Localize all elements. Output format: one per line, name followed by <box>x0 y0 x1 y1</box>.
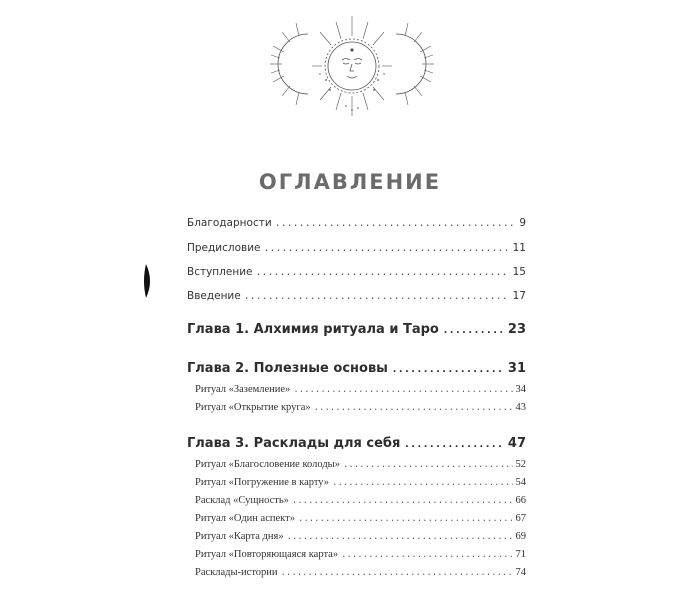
sun-face-icon <box>312 16 392 116</box>
toc-subentry <box>195 477 526 488</box>
toc-entry-title: Введение <box>187 290 241 302</box>
toc-subentry-title: Ритуал «Погружение в карту» <box>195 477 330 488</box>
toc-entry-acknowledgements <box>187 217 526 230</box>
toc-entry-title: Предисловие <box>187 242 261 254</box>
dot-leader <box>264 244 510 255</box>
dot-leader <box>287 532 513 542</box>
toc-chapter-page: 31 <box>507 361 526 376</box>
toc-entry-page: 15 <box>512 266 526 278</box>
dot-leader <box>442 323 505 337</box>
toc-entry-page: 9 <box>519 217 526 229</box>
toc-chapter-title: Глава 3. Расклады для себя <box>187 436 401 451</box>
toc-entry-foreword <box>187 266 526 279</box>
toc-subentry-page: 69 <box>515 531 526 542</box>
toc-subentry-title: Ритуал «Карта дня» <box>195 531 284 542</box>
right-crescent-icon <box>396 23 434 105</box>
toc-subentry <box>195 513 526 524</box>
toc-chapter-1 <box>187 322 526 337</box>
toc-subentry-page: 43 <box>515 402 526 413</box>
dot-leader <box>281 568 513 578</box>
toc-subentry <box>195 567 526 578</box>
toc-subentry-title: Ритуал «Благословение колоды» <box>195 459 340 470</box>
toc-subentry-title: Ритуал «Один аспект» <box>195 513 295 524</box>
dot-leader <box>292 496 513 506</box>
toc-chapter-page: 47 <box>507 436 526 451</box>
dot-leader <box>244 292 510 303</box>
toc-subentry <box>195 402 526 413</box>
toc-subentry-title: Расклады-истории <box>195 567 278 578</box>
toc-subentry-page: 66 <box>515 495 526 506</box>
page-edge-mark <box>142 264 154 298</box>
toc-chapter-title: Глава 2. Полезные основы <box>187 361 388 376</box>
toc-subentry-page: 52 <box>515 459 526 470</box>
dot-leader <box>343 460 513 470</box>
toc-subentry <box>195 549 526 560</box>
toc-chapter-title: Глава 1. Алхимия ритуала и Таро <box>187 322 439 337</box>
toc-entry-title: Вступление <box>187 266 253 278</box>
toc-subentry-title: Ритуал «Повторяющаяся карта» <box>195 549 339 560</box>
toc-subentry <box>195 384 526 395</box>
left-crescent-icon <box>270 23 308 105</box>
dot-leader <box>275 219 517 230</box>
page-edge-mark-shape <box>142 264 154 298</box>
dot-leader <box>332 478 512 488</box>
toc-entry-preface <box>187 242 526 255</box>
dot-leader <box>341 550 512 560</box>
dot-leader <box>293 385 512 395</box>
toc-chapter-page: 23 <box>507 322 526 337</box>
toc-subentry-page: 74 <box>515 567 526 578</box>
toc-subentry-title: Ритуал «Открытие круга» <box>195 402 311 413</box>
toc-chapter-2 <box>187 361 526 376</box>
toc-subentry-page: 67 <box>515 513 526 524</box>
sun-moon-emblem-icon <box>268 10 436 120</box>
dot-leader <box>403 437 505 451</box>
toc-subentry-page: 71 <box>515 549 526 560</box>
page-title: ОГЛАВЛЕНИЕ <box>258 170 442 194</box>
toc-subentry-page: 54 <box>515 477 526 488</box>
dot-leader <box>256 268 510 279</box>
dot-leader <box>298 514 513 524</box>
toc-entry-introduction <box>187 290 526 303</box>
toc-subentry <box>195 495 526 506</box>
toc-subentry-title: Расклад «Сущность» <box>195 495 289 506</box>
toc-entry-page: 11 <box>512 242 526 254</box>
toc-entry-page: 17 <box>512 290 526 302</box>
toc-entry-title: Благодарности <box>187 217 272 229</box>
toc-subentry <box>195 531 526 542</box>
toc-chapter-3 <box>187 436 526 451</box>
dot-leader <box>391 362 505 376</box>
toc-subentry-title: Ритуал «Заземление» <box>195 384 291 395</box>
dot-leader <box>314 403 513 413</box>
toc-subentry-page: 34 <box>515 384 526 395</box>
toc-subentry <box>195 459 526 470</box>
